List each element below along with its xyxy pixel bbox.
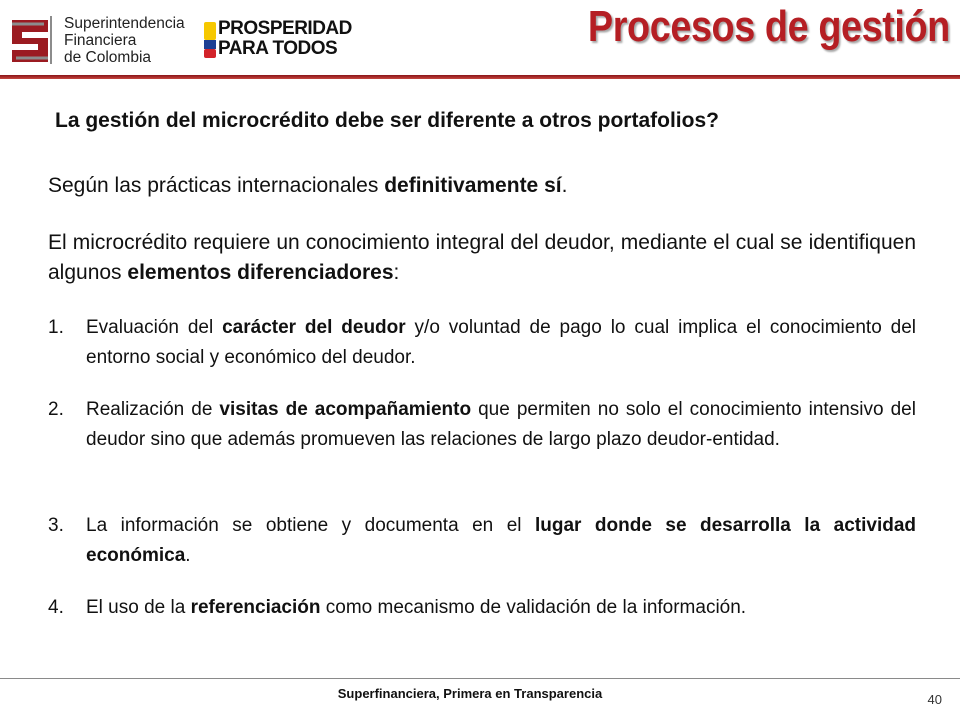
list-number: 1. — [48, 317, 64, 338]
superfinanciera-line3: de Colombia — [64, 49, 152, 66]
list-text-bold: referenciación — [190, 597, 321, 618]
list-number: 3. — [48, 515, 64, 536]
list-text-pre: El uso de la — [86, 597, 191, 618]
list-text-pre: Realización de — [86, 399, 220, 420]
para2-end: : — [393, 261, 400, 284]
list-text-bold: lugar donde se desarrolla la actividad económica — [86, 515, 916, 566]
para1-text: Según las prácticas internacionales — [48, 174, 385, 197]
list-text-bold: visitas de acompañamiento — [219, 399, 472, 420]
list-text-pre: Evaluación del — [86, 317, 223, 338]
slide-title: Procesos de gestión — [588, 2, 950, 51]
list-text-post: que permiten no solo el conocimiento intensivo del deudor sino que además promueven las relaciones de largo plazo deudor-entidad. — [86, 399, 916, 450]
para1-end: . — [561, 174, 568, 197]
list-number: 2. — [48, 399, 64, 420]
para2-text: El microcrédito requiere un conocimiento integral del deudor, mediante el cual se identifiquen algunos — [48, 231, 916, 284]
prosperidad-line2: PARA TODOS — [218, 38, 338, 59]
prosperidad-logo — [204, 18, 354, 64]
para2-bold: elementos diferenciadores — [127, 261, 394, 284]
slide-subtitle: La gestión del microcrédito debe ser diferente a otros portafolios? — [55, 109, 719, 132]
list-text-post: como mecanismo de validación de la información. — [320, 597, 747, 618]
list-text-post: y/o voluntad de pago lo cual implica el conocimiento del entorno social y económico del deudor. — [86, 317, 917, 368]
list-text-post: . — [185, 545, 191, 566]
footer-slogan: Superfinanciera, Primera en Transparencia — [337, 686, 603, 701]
colombia-flag-bar-icon — [204, 22, 216, 58]
list-text-pre: La información se obtiene y documenta en el — [86, 515, 535, 536]
list-item-text — [86, 313, 916, 373]
list-number: 4. — [48, 597, 64, 618]
slide-header — [0, 0, 960, 78]
superfinanciera-line1: Superintendencia — [64, 15, 185, 32]
list-item-text — [86, 395, 916, 455]
superfinanciera-logo — [8, 14, 185, 68]
superfinanciera-logo-mark — [8, 14, 56, 66]
page-number: 40 — [927, 692, 942, 707]
list-text-bold: carácter del deudor — [222, 317, 406, 338]
list-item-text — [86, 593, 916, 623]
header-divider — [0, 75, 960, 79]
paragraph-practices — [48, 171, 916, 201]
para1-bold: definitivamente sí — [384, 174, 562, 197]
superfinanciera-line2: Financiera — [64, 32, 137, 49]
footer-divider — [0, 678, 960, 679]
prosperidad-line1: PROSPERIDAD — [218, 18, 352, 39]
paragraph-microcredit — [48, 228, 916, 288]
list-item-text — [86, 511, 916, 571]
